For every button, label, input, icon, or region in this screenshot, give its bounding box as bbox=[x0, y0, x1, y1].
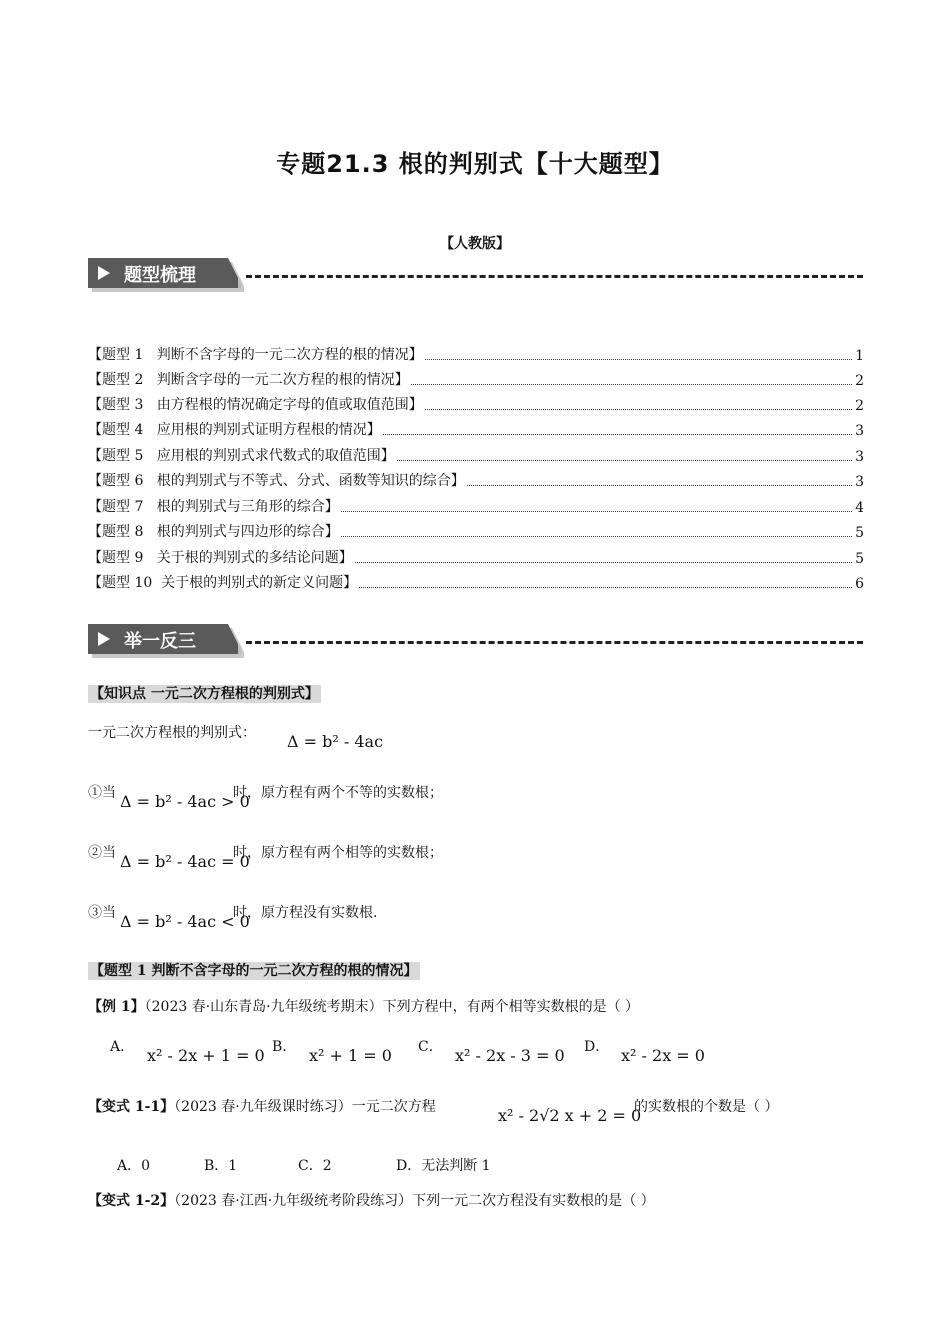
option-item[interactable]: C．2 bbox=[298, 1158, 332, 1174]
option-key[interactable]: A． bbox=[110, 1039, 135, 1055]
knowledge-item-text: 时，原方程没有实数根. bbox=[233, 905, 378, 921]
variant1-1-question bbox=[88, 1096, 436, 1116]
example-text: （2023 春·山东青岛·九年级统考期末）下列方程中，有两个相等实数根的是（ ） bbox=[144, 999, 640, 1015]
knowledge-heading: 【知识点 一元二次方程根的判别式】 bbox=[90, 686, 319, 702]
example-label: 【例 1】 bbox=[88, 999, 145, 1015]
play-triangle-icon bbox=[98, 266, 110, 280]
section-banner-examples bbox=[88, 624, 863, 660]
example1-question bbox=[88, 996, 639, 1016]
knowledge-item-text: 时，原方程有两个相等的实数根； bbox=[233, 845, 443, 861]
option-equation: x² - 2x + 1 = 0 bbox=[147, 1046, 265, 1065]
option-key[interactable]: B． bbox=[272, 1039, 297, 1055]
variant1-2-question bbox=[88, 1190, 655, 1210]
condition-formula: Δ = b² - 4ac > 0 bbox=[120, 792, 250, 811]
variant-text: （2023 春·九年级课时练习）一元二次方程 bbox=[174, 1099, 436, 1115]
toc-item[interactable]: 【题型 4 应用根的判别式证明方程根的情况】 3 bbox=[88, 422, 864, 439]
banner-label: 举一反三 bbox=[124, 631, 196, 652]
knowledge-item-text: 时，原方程有两个不等的实数根； bbox=[233, 785, 443, 801]
toc-item[interactable]: 【题型 10 关于根的判别式的新定义问题】 6 bbox=[88, 575, 864, 592]
option-equation: x² - 2x - 3 = 0 bbox=[455, 1046, 565, 1065]
dashed-divider bbox=[246, 275, 863, 278]
knowledge-intro: 一元二次方程根的判别式： bbox=[88, 725, 256, 741]
variant-tail: 的实数根的个数是（ ） bbox=[634, 1099, 779, 1115]
variant-label: 【变式 1-2】 bbox=[88, 1193, 175, 1209]
option-key[interactable]: D． bbox=[584, 1039, 610, 1055]
type1-heading: 【题型 1 判断不含字母的一元二次方程的根的情况】 bbox=[90, 963, 418, 979]
option-item[interactable]: A．0 bbox=[117, 1158, 151, 1174]
section-banner-overview bbox=[88, 258, 863, 294]
option-equation: x² + 1 = 0 bbox=[309, 1046, 392, 1065]
discriminant-formula: Δ = b² - 4ac bbox=[287, 732, 384, 751]
variant-equation: x² - 2√2 x + 2 = 0 bbox=[498, 1106, 642, 1125]
condition-formula: Δ = b² - 4ac < 0 bbox=[120, 912, 250, 931]
toc-item[interactable]: 【题型 9 关于根的判别式的多结论问题】 5 bbox=[88, 550, 864, 567]
toc-item[interactable]: 【题型 2 判断含字母的一元二次方程的根的情况】 2 bbox=[88, 372, 864, 389]
variant-label: 【变式 1-1】 bbox=[88, 1099, 175, 1115]
toc-item[interactable]: 【题型 5 应用根的判别式求代数式的取值范围】 3 bbox=[88, 448, 864, 465]
option-key[interactable]: C． bbox=[418, 1039, 443, 1055]
edition-label: 【人教版】 bbox=[440, 236, 510, 252]
knowledge-item-prefix: ②当 bbox=[88, 845, 116, 861]
page-title: 专题21.3 根的判别式【十大题型】 bbox=[276, 150, 674, 178]
condition-formula: Δ = b² - 4ac = 0 bbox=[120, 852, 250, 871]
toc-item[interactable]: 【题型 7 根的判别式与三角形的综合】 4 bbox=[88, 499, 864, 516]
knowledge-item-prefix: ①当 bbox=[88, 785, 116, 801]
option-item[interactable]: D．无法判断 1 bbox=[396, 1158, 491, 1174]
banner-label: 题型梳理 bbox=[124, 265, 196, 286]
knowledge-item-prefix: ③当 bbox=[88, 905, 116, 921]
option-item[interactable]: B．1 bbox=[204, 1158, 238, 1174]
toc-item[interactable]: 【题型 1 判断不含字母的一元二次方程的根的情况】 1 bbox=[88, 347, 864, 364]
play-triangle-icon bbox=[98, 632, 110, 646]
dashed-divider bbox=[246, 641, 863, 644]
toc-item[interactable]: 【题型 8 根的判别式与四边形的综合】 5 bbox=[88, 524, 864, 541]
option-equation: x² - 2x = 0 bbox=[621, 1046, 705, 1065]
toc-item[interactable]: 【题型 6 根的判别式与不等式、分式、函数等知识的综合】 3 bbox=[88, 473, 864, 490]
toc-item[interactable]: 【题型 3 由方程根的情况确定字母的值或取值范围】 2 bbox=[88, 397, 864, 414]
variant-text: （2023 春·江西·九年级统考阶段练习）下列一元二次方程没有实数根的是（ ） bbox=[174, 1193, 655, 1209]
